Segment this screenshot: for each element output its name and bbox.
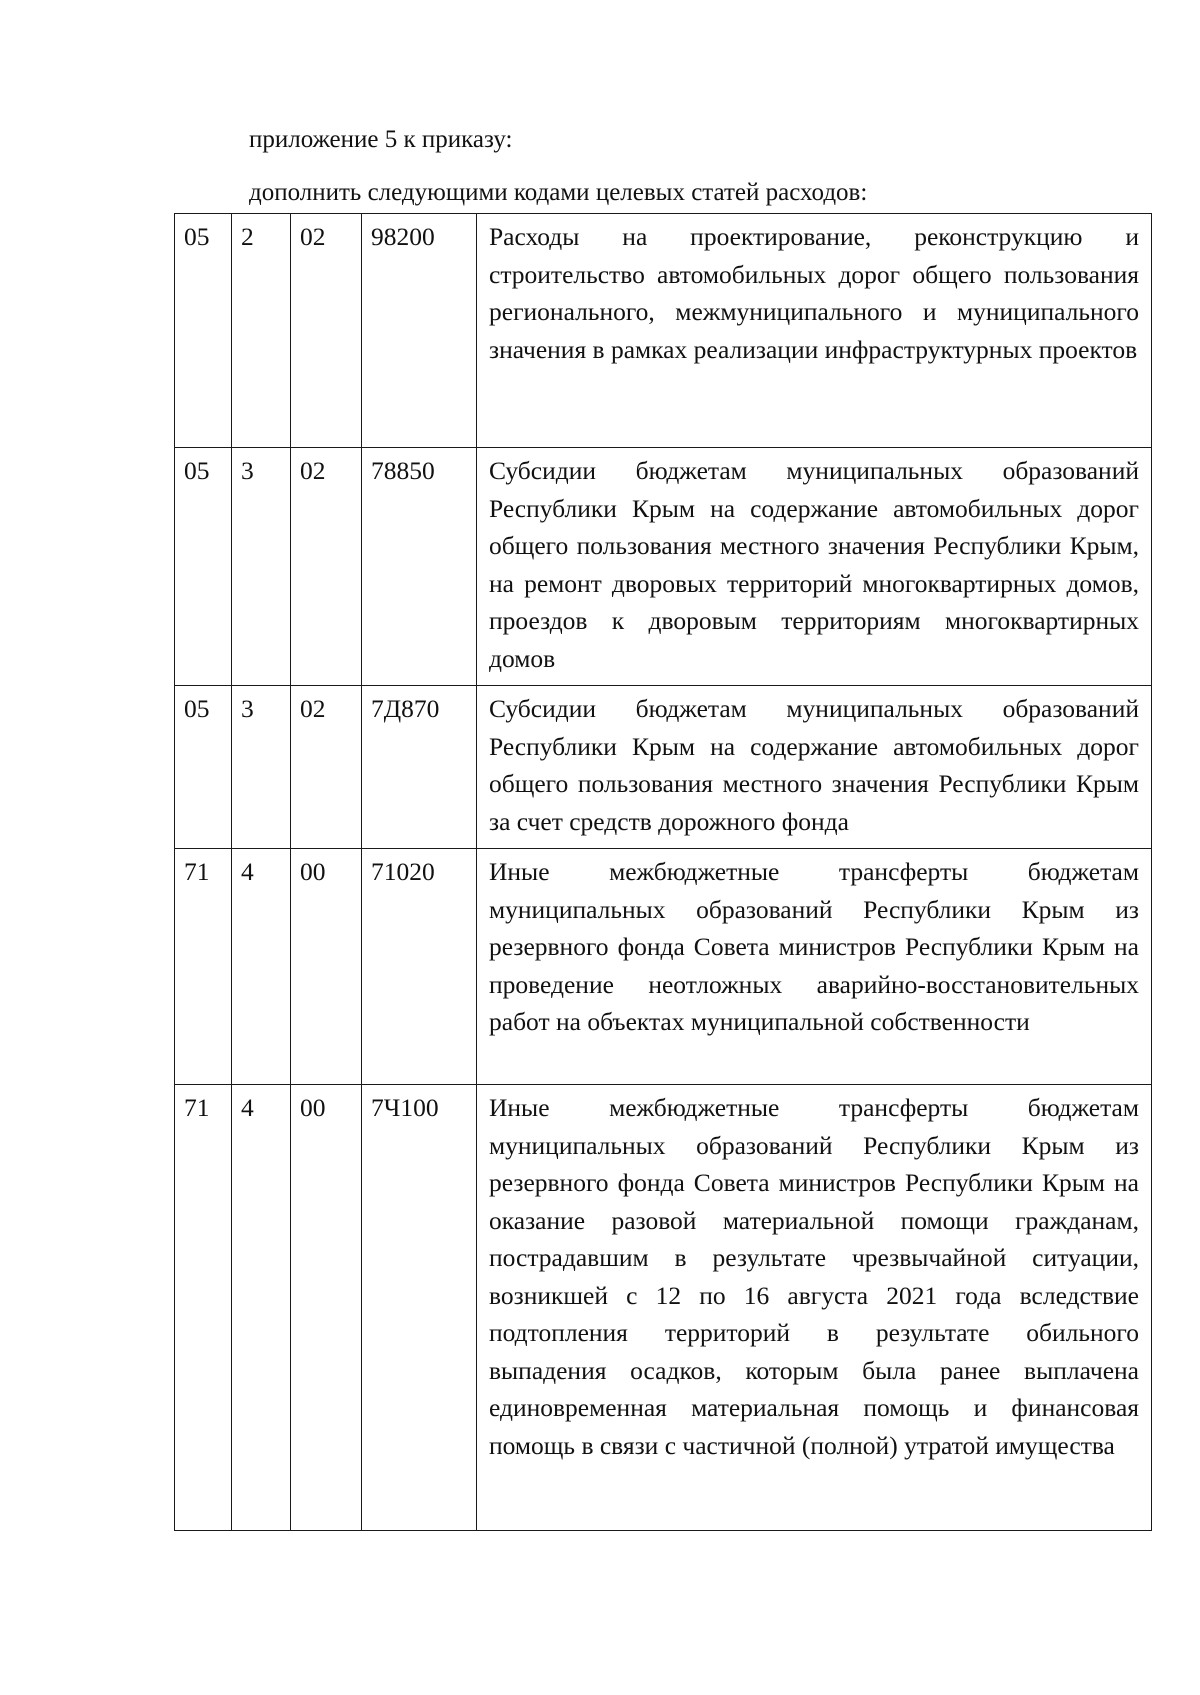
code-part-4: 7Ч100 [362,1085,477,1531]
code-part-4: 71020 [362,849,477,1085]
code-part-2: 2 [232,214,291,448]
code-part-3: 00 [291,1085,362,1531]
expense-description: Субсидии бюджетам муниципальных образований Республики Крым на содержание автомобильных дорог общего пользования местного значения Республики Крым, на ремонт дворовых территорий многоквартирных домов, проездов к дворовым территориям многоквартирных домов [477,448,1152,686]
code-part-1: 05 [175,686,232,849]
code-part-4: 78850 [362,448,477,686]
code-part-3: 02 [291,214,362,448]
code-part-2: 3 [232,448,291,686]
expense-description: Субсидии бюджетам муниципальных образований Республики Крым на содержание автомобильных дорог общего пользования местного значения Республики Крым за счет средств дорожного фонда [477,686,1152,849]
code-part-1: 71 [175,849,232,1085]
target-expense-codes-table [174,213,1152,1531]
expense-description: Расходы на проектирование, реконструкцию и строительство автомобильных дорог общего пользования регионального, межмуниципального и муниципального значения в рамках реализации инфраструктурных проектов [477,214,1152,448]
table-row [175,1085,1152,1531]
expense-description: Иные межбюджетные трансферты бюджетам муниципальных образований Республики Крым из резервного фонда Совета министров Республики Крым на проведение неотложных аварийно-восстановительных работ на объектах муниципальной собственности [477,849,1152,1085]
code-part-1: 71 [175,1085,232,1531]
table-row [175,686,1152,849]
code-part-3: 02 [291,448,362,686]
code-part-4: 98200 [362,214,477,448]
table-row [175,448,1152,686]
expense-description: Иные межбюджетные трансферты бюджетам муниципальных образований Республики Крым из резервного фонда Совета министров Республики Крым на оказание разовой материальной помощи гражданам, пострадавшим в результате чрезвычайной ситуации, возникшей с 12 по 16 августа 2021 года вследствие подтопления территорий в результате обильного выпадения осадков, которым была ранее выплачена единовременная материальная помощь и финансовая помощь в связи с частичной (полной) утратой имущества [477,1085,1152,1531]
code-part-1: 05 [175,448,232,686]
intro-text: дополнить следующими кодами целевых статей расходов: [249,179,868,206]
code-part-2: 4 [232,1085,291,1531]
table-row [175,849,1152,1085]
code-part-3: 00 [291,849,362,1085]
code-part-2: 4 [232,849,291,1085]
code-part-2: 3 [232,686,291,849]
table-row [175,214,1152,448]
document-heading: приложение 5 к приказу: [249,126,513,153]
code-part-1: 05 [175,214,232,448]
code-part-4: 7Д870 [362,686,477,849]
code-part-3: 02 [291,686,362,849]
